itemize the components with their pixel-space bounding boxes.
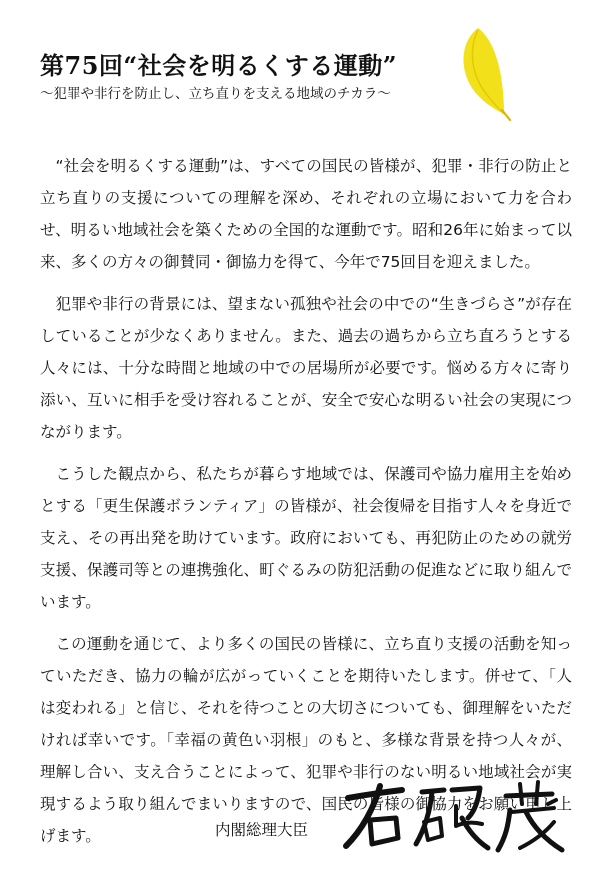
paragraph-4: この運動を通じて、より多くの国民の皆様に、立ち直り支援の活動を知っていただき、協力の輪が広がっていくことを期待いたします。併せて、「人は変われる」と信じ、それを待つことの大切さについても、御理解をいただければ幸いです。「幸福の黄色い羽根」のもと、多様な背景を持つ人々が、理解し合い、支え合うことによって、犯罪や非行のない明るい地域社会が実現するよう取り組んでまいりますので、国民の皆様の御協力をお願い申し上げます。 bbox=[40, 635, 572, 845]
page-title: 第75回“社会を明るくする運動” bbox=[40, 51, 398, 80]
handwritten-signature bbox=[340, 778, 570, 858]
message-body bbox=[40, 150, 572, 852]
yellow-feather-icon bbox=[448, 22, 528, 122]
page-subtitle: ～犯罪や非行を防止し、立ち直りを支える地域のチカラ～ bbox=[40, 86, 391, 102]
paragraph-2: 犯罪や非行の背景には、望まない孤独や社会の中での“生きづらさ”が存在していることが少なくありません。また、過去の過ちから立ち直ろうとする人々には、十分な時間と地域の中での居場所が必要です。悩める方々に寄り添い、互いに相手を受け容れることが、安全で安心な明るい社会の実現につながります。 bbox=[40, 295, 572, 441]
feather-vane bbox=[463, 28, 504, 114]
feather-quill bbox=[502, 110, 510, 120]
paragraph-3: こうした観点から、私たちが暮らす地域では、保護司や協力雇用主を始めとする「更生保護ボランティア」の皆様が、社会復帰を目指す人々を身近で支え、その再出発を助けています。政府においても、再犯防止のための就労支援、保護司等との連携強化、町ぐるみの防犯活動の促進などに取り組んでいます。 bbox=[40, 465, 572, 611]
paragraph-1: “社会を明るくする運動”は、すべての国民の皆様が、犯罪・非行の防止と立ち直りの支援についての理解を深め、それぞれの立場において力を合わせ、明るい地域社会を築くための全国的な運動です。昭和26年に始まって以来、多くの方々の御賛同・御協力を得て、今年で75回目を迎えました。 bbox=[40, 157, 572, 271]
signer-title: 内閣総理大臣 bbox=[215, 821, 309, 839]
